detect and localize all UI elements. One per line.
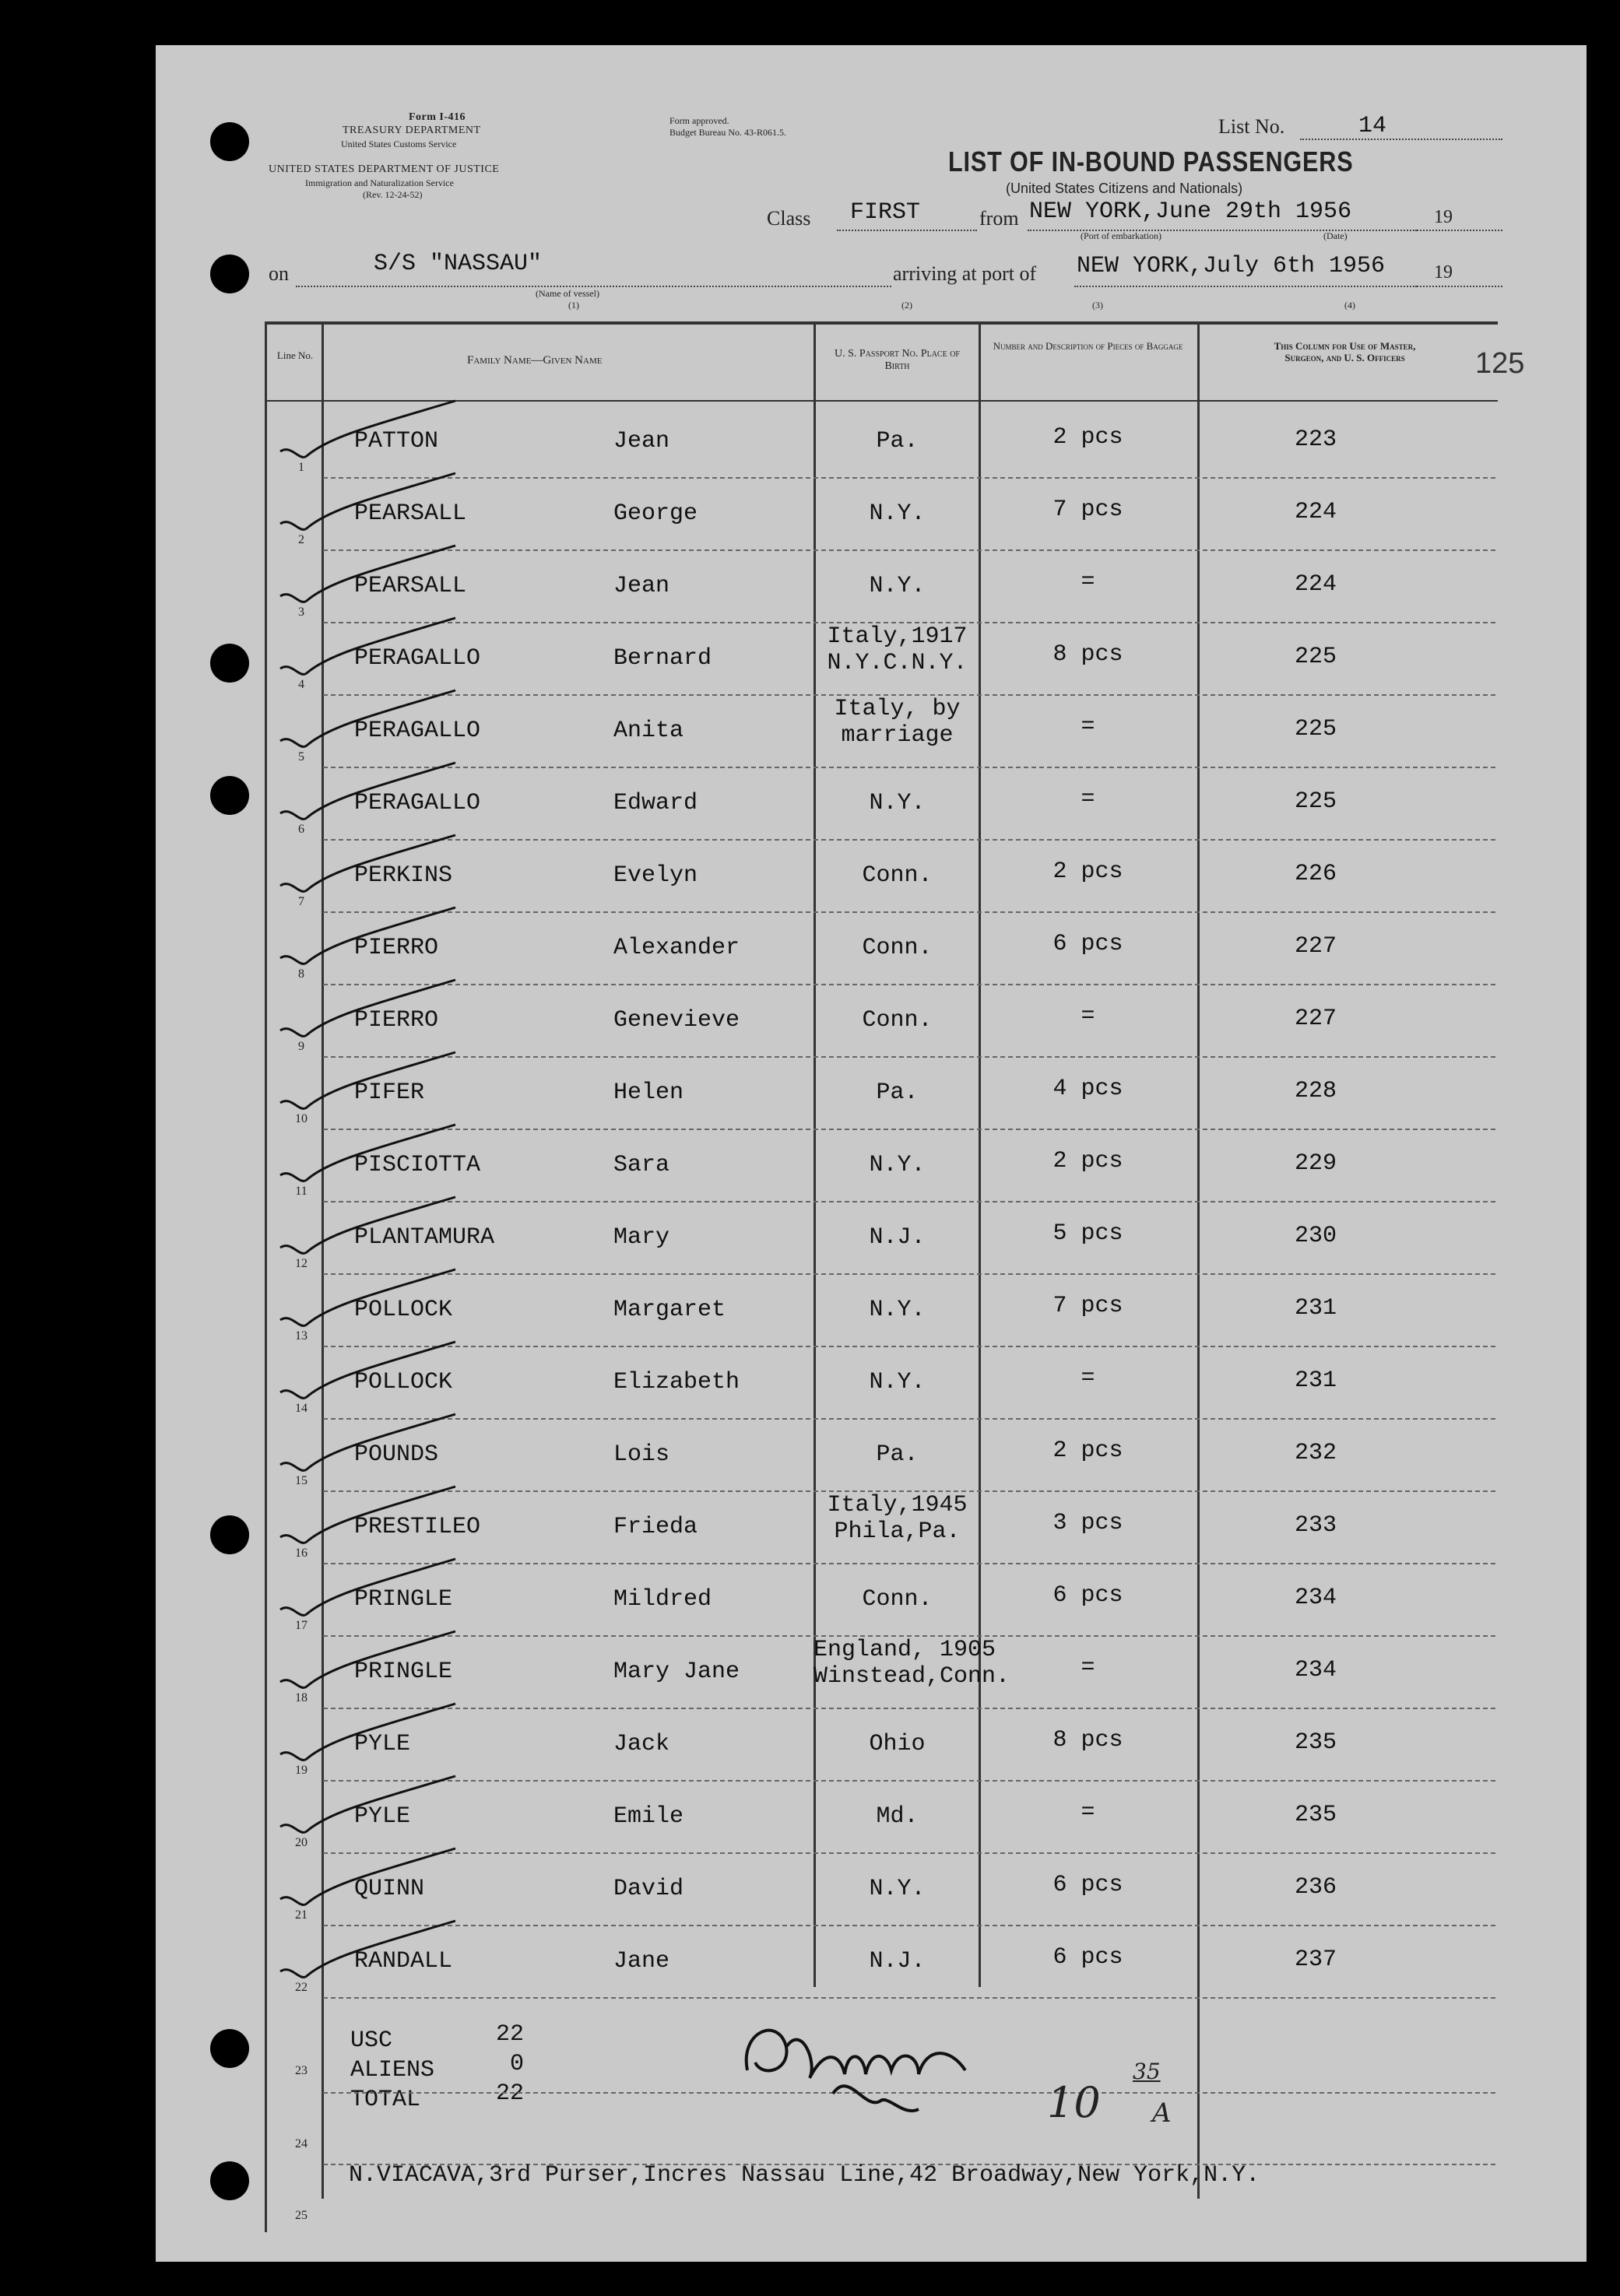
total-label: TOTAL <box>350 2087 421 2113</box>
year-prefix: 19 <box>1434 207 1453 227</box>
birth-place: Md. <box>876 1803 919 1830</box>
list-no-label: List No. <box>1218 115 1285 138</box>
row-divider <box>323 1273 1495 1275</box>
punch-hole <box>210 1515 249 1554</box>
baggage-count: 6 pcs <box>1052 931 1123 957</box>
birth-place: N.Y. <box>869 1152 926 1178</box>
birth-place: N.Y. <box>869 1369 926 1396</box>
column-header-name: Family Name—Given Name <box>467 354 603 367</box>
family-name: PIERRO <box>354 1007 439 1034</box>
form-number: Form I-416 <box>409 111 466 123</box>
given-name: Margaret <box>613 1297 726 1323</box>
given-name: David <box>613 1876 684 1902</box>
family-name: PEARSALL <box>354 500 467 527</box>
row-divider <box>323 1418 1495 1420</box>
page-number: 125 <box>1475 347 1525 380</box>
given-name: Frieda <box>613 1514 698 1540</box>
line-number: 19 <box>295 1764 307 1777</box>
birth-place: N.Y. <box>869 500 926 527</box>
birth-place: Pa. <box>876 1080 919 1106</box>
given-name: George <box>613 500 698 527</box>
line-number: 13 <box>295 1329 307 1343</box>
birth-place: Conn. <box>862 935 933 961</box>
officer-number: 233 <box>1294 1512 1337 1539</box>
officer-number: 235 <box>1294 1729 1337 1756</box>
baggage-count: 4 pcs <box>1052 1076 1123 1102</box>
check-mark <box>261 1266 463 1336</box>
handwritten-signature <box>732 2000 1199 2140</box>
birth-place-detail: Winstead,Conn. <box>814 1663 1010 1690</box>
officer-number: 225 <box>1294 788 1337 815</box>
given-name: Genevieve <box>613 1007 740 1034</box>
line-number: 5 <box>298 750 304 764</box>
line-number: 4 <box>298 678 304 691</box>
birth-place: Italy,1917 <box>827 623 968 650</box>
handwritten-time-suffix: A <box>1152 2098 1172 2129</box>
usc-value: 22 <box>496 2021 525 2048</box>
baggage-count: 8 pcs <box>1052 641 1123 668</box>
class-value: FIRST <box>850 199 921 226</box>
immigration-service: Immigration and Naturalization Service <box>305 177 454 188</box>
check-mark <box>261 1193 463 1263</box>
family-name: PATTON <box>354 428 439 455</box>
check-mark <box>261 1048 463 1118</box>
class-label: Class <box>767 207 811 230</box>
baggage-count: = <box>1081 786 1095 813</box>
check-mark <box>261 1483 463 1553</box>
column-header-passport: U. S. Passport No. Place of Birth <box>835 348 960 372</box>
given-name: Jean <box>613 573 670 599</box>
check-mark <box>261 1845 463 1915</box>
vessel-caption: (Name of vessel) <box>536 288 599 299</box>
line-number: 21 <box>295 1908 307 1922</box>
family-name: PYLE <box>354 1803 411 1830</box>
officer-number: 232 <box>1294 1440 1337 1466</box>
officer-number: 230 <box>1294 1223 1337 1249</box>
birth-place: N.Y. <box>869 1297 926 1323</box>
line-number: 3 <box>298 606 304 619</box>
given-name: Evelyn <box>613 862 698 889</box>
baggage-count: = <box>1081 1003 1095 1030</box>
family-name: PERKINS <box>354 862 453 889</box>
row-divider <box>323 984 1495 985</box>
baggage-count: = <box>1081 1799 1095 1826</box>
aliens-value: 0 <box>510 2051 525 2077</box>
baggage-count: 7 pcs <box>1052 497 1123 523</box>
line-number: 7 <box>298 895 304 908</box>
line-number: 23 <box>295 2064 307 2077</box>
family-name: POLLOCK <box>354 1369 453 1396</box>
officer-number: 234 <box>1294 1585 1337 1611</box>
line-number: 25 <box>295 2209 307 2222</box>
family-name: PIERRO <box>354 935 439 961</box>
baggage-count: 5 pcs <box>1052 1220 1123 1247</box>
baggage-count: 7 pcs <box>1052 1293 1123 1319</box>
customs-service: United States Customs Service <box>341 139 457 149</box>
check-mark <box>261 397 463 467</box>
column-header-officers: This Column for Use of Master, Surgeon, and U. S. Officers <box>1274 340 1416 363</box>
given-name: Jean <box>613 428 670 455</box>
given-name: Jack <box>613 1731 670 1757</box>
line-number: 16 <box>295 1546 307 1560</box>
date-caption: (Date) <box>1323 230 1348 241</box>
usc-label: USC <box>350 2027 393 2054</box>
baggage-count: = <box>1081 714 1095 740</box>
line-number: 11 <box>295 1185 307 1198</box>
check-mark <box>261 1121 463 1191</box>
given-name: Jane <box>613 1948 670 1975</box>
officer-number: 227 <box>1294 933 1337 960</box>
total-value: 22 <box>496 2080 525 2107</box>
officer-number: 231 <box>1294 1367 1337 1394</box>
line-number: 9 <box>298 1040 304 1053</box>
budget-bureau: Budget Bureau No. 43-R061.5. <box>669 127 786 138</box>
page-title: LIST OF IN-BOUND PASSENGERS <box>948 146 1354 177</box>
arriving-label: arriving at port of <box>893 262 1037 285</box>
from-value: NEW YORK,June 29th 1956 <box>1029 198 1352 225</box>
birth-place-detail: Phila,Pa. <box>834 1518 961 1545</box>
from-label: from <box>979 207 1019 230</box>
birth-place: N.Y. <box>869 790 926 816</box>
birth-place: Pa. <box>876 428 919 455</box>
column-2-caption: (2) <box>901 300 912 311</box>
baggage-count: = <box>1081 569 1095 595</box>
birth-place-detail: N.Y.C.N.Y. <box>827 650 968 676</box>
column-3-caption: (3) <box>1092 300 1103 311</box>
family-name: POLLOCK <box>354 1297 453 1323</box>
check-mark <box>261 831 463 901</box>
line-number: 8 <box>298 967 304 981</box>
row-divider <box>323 1056 1495 1058</box>
row-divider <box>323 1925 1495 1926</box>
given-name: Anita <box>613 718 684 744</box>
list-no-value: 14 <box>1358 113 1387 139</box>
line-number: 20 <box>295 1836 307 1849</box>
officer-number: 225 <box>1294 716 1337 743</box>
family-name: PERAGALLO <box>354 645 481 672</box>
year-prefix-2: 19 <box>1434 262 1453 283</box>
line-number: 24 <box>295 2137 307 2150</box>
given-name: Lois <box>613 1441 670 1468</box>
line-number: 12 <box>295 1257 307 1270</box>
birth-place: Conn. <box>862 1586 933 1613</box>
row-divider <box>323 839 1495 841</box>
officer-number: 226 <box>1294 861 1337 887</box>
officer-number: 235 <box>1294 1802 1337 1828</box>
page-subtitle: (United States Citizens and Nationals) <box>1006 181 1243 196</box>
family-name: PLANTAMURA <box>354 1224 495 1251</box>
family-name: POUNDS <box>354 1441 439 1468</box>
punch-hole <box>210 122 249 161</box>
officer-number: 223 <box>1294 427 1337 453</box>
line-number: 15 <box>295 1474 307 1487</box>
baggage-count: 6 pcs <box>1052 1944 1123 1971</box>
line-number: 6 <box>298 823 304 836</box>
aliens-label: ALIENS <box>350 2057 435 2084</box>
row-divider <box>323 1563 1495 1564</box>
given-name: Helen <box>613 1080 684 1106</box>
officer-number: 234 <box>1294 1657 1337 1683</box>
birth-place: N.J. <box>869 1224 926 1251</box>
check-mark <box>261 759 463 829</box>
handwritten-time: 10 <box>1047 2078 1101 2127</box>
birth-place: Italy, by <box>834 696 961 722</box>
birth-place: Pa. <box>876 1441 919 1468</box>
family-name: PYLE <box>354 1731 411 1757</box>
officer-number: 228 <box>1294 1078 1337 1104</box>
line-number: 17 <box>295 1619 307 1632</box>
punch-hole <box>210 2161 249 2200</box>
family-name: PISCIOTTA <box>354 1152 481 1178</box>
check-mark <box>261 686 463 757</box>
line-number: 2 <box>298 533 304 546</box>
officer-number: 231 <box>1294 1295 1337 1322</box>
officer-number: 227 <box>1294 1006 1337 1032</box>
line-number: 22 <box>295 1981 307 1994</box>
birth-place: N.Y. <box>869 573 926 599</box>
column-4-caption: (4) <box>1344 300 1355 311</box>
family-name: PRESTILEO <box>354 1514 481 1540</box>
punch-hole <box>210 2029 249 2068</box>
family-name: QUINN <box>354 1876 425 1902</box>
family-name: PIFER <box>354 1080 425 1106</box>
check-mark <box>261 614 463 684</box>
baggage-count: 6 pcs <box>1052 1872 1123 1898</box>
check-mark <box>261 1917 463 1987</box>
column-1-caption: (1) <box>568 300 579 311</box>
line-number: 18 <box>295 1691 307 1704</box>
birth-place: England, 1905 <box>814 1637 996 1663</box>
family-name: PEARSALL <box>354 573 467 599</box>
punch-hole <box>210 255 249 293</box>
given-name: Mary Jane <box>613 1659 740 1685</box>
check-mark <box>261 1700 463 1770</box>
check-mark <box>261 904 463 974</box>
row-divider <box>323 1129 1495 1130</box>
birth-place-detail: marriage <box>841 722 954 749</box>
line-number: 1 <box>298 461 304 474</box>
officer-number: 225 <box>1294 644 1337 670</box>
baggage-count: 6 pcs <box>1052 1582 1123 1609</box>
officer-number: 229 <box>1294 1150 1337 1177</box>
row-divider <box>323 477 1495 479</box>
check-mark <box>261 542 463 612</box>
purser-footer: N.VIACAVA,3rd Purser,Incres Nassau Line,42 Broadway,New York,N.Y. <box>349 2162 1260 2189</box>
family-name: PRINGLE <box>354 1586 453 1613</box>
column-header-line-no: Line No. <box>276 349 314 361</box>
family-name: PERAGALLO <box>354 790 481 816</box>
check-mark <box>261 1772 463 1842</box>
treasury-dept: TREASURY DEPARTMENT <box>343 125 481 136</box>
baggage-count: = <box>1081 1365 1095 1392</box>
given-name: Mary <box>613 1224 670 1251</box>
row-divider <box>323 911 1495 913</box>
justice-dept: UNITED STATES DEPARTMENT OF JUSTICE <box>269 163 500 175</box>
check-mark <box>261 1338 463 1408</box>
handwritten-time-minutes: 35 <box>1133 2059 1161 2084</box>
baggage-count: 8 pcs <box>1052 1727 1123 1754</box>
form-approved: Form approved. <box>669 115 729 126</box>
officer-number: 236 <box>1294 1874 1337 1901</box>
column-header-baggage: Number and Description of Pieces of Baggage <box>993 340 1183 352</box>
birth-place: N.Y. <box>869 1876 926 1902</box>
row-divider <box>323 1201 1495 1202</box>
given-name: Emile <box>613 1803 684 1830</box>
given-name: Sara <box>613 1152 670 1178</box>
row-divider <box>323 1346 1495 1347</box>
family-name: RANDALL <box>354 1948 453 1975</box>
baggage-count: 2 pcs <box>1052 1148 1123 1174</box>
given-name: Mildred <box>613 1586 712 1613</box>
row-divider <box>323 767 1495 768</box>
officer-number: 237 <box>1294 1947 1337 1973</box>
line-number: 10 <box>295 1112 307 1125</box>
row-divider <box>323 1780 1495 1782</box>
row-divider <box>323 1997 1495 1999</box>
check-mark <box>261 1627 463 1697</box>
baggage-count: 2 pcs <box>1052 858 1123 885</box>
revision-date: (Rev. 12-24-52) <box>363 189 423 200</box>
check-mark <box>261 469 463 539</box>
family-name: PRINGLE <box>354 1659 453 1685</box>
check-mark <box>261 1410 463 1480</box>
given-name: Alexander <box>613 935 740 961</box>
arriving-value: NEW YORK,July 6th 1956 <box>1077 253 1386 279</box>
line-number: 14 <box>295 1402 307 1415</box>
on-label: on <box>269 262 289 285</box>
birth-place: Ohio <box>869 1731 926 1757</box>
birth-place: N.J. <box>869 1948 926 1975</box>
baggage-count: 3 pcs <box>1052 1510 1123 1536</box>
row-divider <box>323 1852 1495 1854</box>
check-mark <box>261 976 463 1046</box>
port-embarkation-caption: (Port of embarkation) <box>1081 230 1161 241</box>
given-name: Elizabeth <box>613 1369 740 1396</box>
punch-hole <box>210 644 249 683</box>
row-divider <box>323 549 1495 551</box>
row-divider <box>323 1708 1495 1709</box>
given-name: Edward <box>613 790 698 816</box>
birth-place: Conn. <box>862 1007 933 1034</box>
punch-hole <box>210 776 249 815</box>
baggage-count: 2 pcs <box>1052 424 1123 451</box>
birth-place: Italy,1945 <box>827 1492 968 1518</box>
vessel-name: S/S "NASSAU" <box>374 251 543 277</box>
officer-number: 224 <box>1294 571 1337 598</box>
family-name: PERAGALLO <box>354 718 481 744</box>
check-mark <box>261 1555 463 1625</box>
birth-place: Conn. <box>862 862 933 889</box>
officer-number: 224 <box>1294 499 1337 525</box>
baggage-count: = <box>1081 1655 1095 1681</box>
baggage-count: 2 pcs <box>1052 1438 1123 1464</box>
given-name: Bernard <box>613 645 712 672</box>
